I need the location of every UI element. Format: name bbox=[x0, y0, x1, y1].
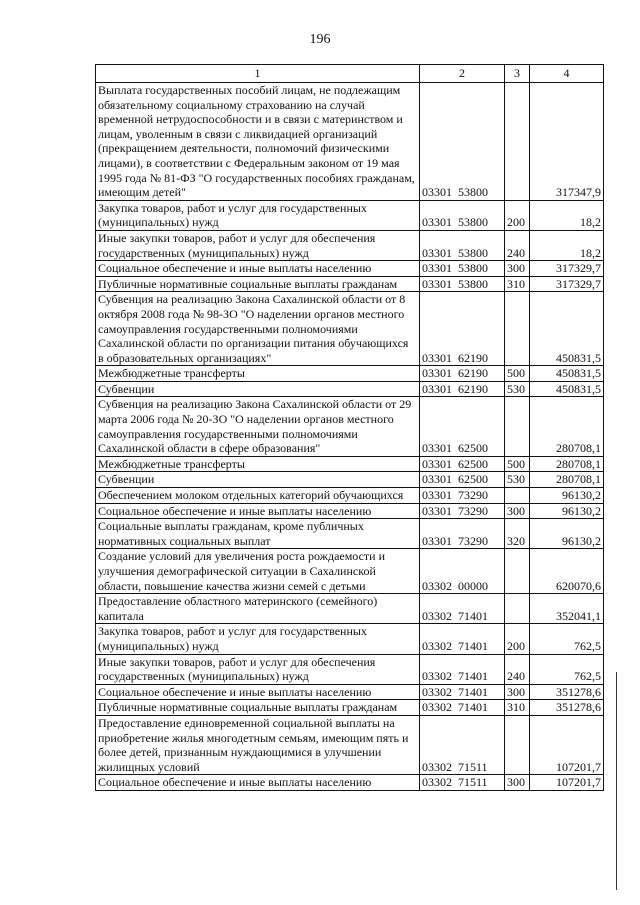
row-name: Иные закупки товаров, работ и услуг для обеспечения государственных (муниципальных) нужд bbox=[96, 654, 420, 684]
row-code-program: 03302 bbox=[422, 638, 452, 653]
row-code-program: 03302 bbox=[422, 775, 452, 790]
table-row bbox=[96, 276, 604, 292]
row-code-direction: 53800 bbox=[458, 261, 488, 276]
row-code-direction: 71511 bbox=[458, 759, 488, 774]
row-sum: 96130,2 bbox=[530, 519, 604, 549]
row-code-program: 03302 bbox=[422, 684, 452, 699]
row-name: Социальное обеспечение и иные выплаты населению bbox=[96, 261, 420, 277]
row-name: Обеспечением молоком отдельных категорий обучающихся bbox=[96, 488, 420, 504]
column-header: 1 bbox=[96, 65, 420, 83]
row-code-program: 03301 bbox=[422, 488, 452, 503]
row-expense-type: 200 bbox=[505, 624, 530, 654]
row-expense-type bbox=[505, 397, 530, 456]
row-sum: 762,5 bbox=[530, 624, 604, 654]
row-code-program: 03301 bbox=[422, 381, 452, 396]
row-name: Публичные нормативные социальные выплаты гражданам bbox=[96, 276, 420, 292]
table-row bbox=[96, 775, 604, 791]
row-sum: 317347,9 bbox=[530, 83, 604, 201]
row-expense-type bbox=[505, 715, 530, 774]
column-header: 3 bbox=[505, 65, 530, 83]
row-code bbox=[420, 488, 505, 504]
row-code-program: 03301 bbox=[422, 185, 452, 200]
table-row bbox=[96, 456, 604, 472]
row-code-program: 03301 bbox=[422, 215, 452, 230]
row-code-program: 03302 bbox=[422, 700, 452, 715]
row-expense-type: 530 bbox=[505, 381, 530, 397]
row-code-direction: 62190 bbox=[458, 366, 488, 381]
row-name: Предоставление единовременной социальной выплаты на приобретение жилья многодетным семьям, имеющим пять и более детей, признанным нуждающимися в улучшении жилищных условий bbox=[96, 715, 420, 774]
row-sum: 620070,6 bbox=[530, 549, 604, 594]
column-header-row bbox=[96, 65, 604, 83]
row-expense-type bbox=[505, 83, 530, 201]
row-expense-type bbox=[505, 594, 530, 624]
row-code-program: 03301 bbox=[422, 350, 452, 365]
row-code bbox=[420, 624, 505, 654]
row-sum: 351278,6 bbox=[530, 700, 604, 716]
row-code-program: 03302 bbox=[422, 608, 452, 623]
row-code bbox=[420, 503, 505, 519]
row-code-program: 03302 bbox=[422, 759, 452, 774]
row-sum: 96130,2 bbox=[530, 488, 604, 504]
row-name: Социальное обеспечение и иные выплаты населению bbox=[96, 684, 420, 700]
row-sum: 762,5 bbox=[530, 654, 604, 684]
row-code-program: 03301 bbox=[422, 276, 452, 291]
budget-table bbox=[95, 64, 604, 791]
table-row bbox=[96, 381, 604, 397]
row-code-program: 03301 bbox=[422, 456, 452, 471]
row-code-direction: 71401 bbox=[458, 700, 488, 715]
table-row bbox=[96, 472, 604, 488]
row-code-program: 03301 bbox=[422, 366, 452, 381]
row-expense-type: 300 bbox=[505, 503, 530, 519]
row-code bbox=[420, 775, 505, 791]
row-code bbox=[420, 472, 505, 488]
row-expense-type: 500 bbox=[505, 456, 530, 472]
table-row bbox=[96, 397, 604, 456]
row-sum: 450831,5 bbox=[530, 381, 604, 397]
row-code bbox=[420, 381, 505, 397]
table-row bbox=[96, 488, 604, 504]
row-code-program: 03301 bbox=[422, 533, 452, 548]
page-number: 196 bbox=[309, 32, 331, 47]
row-code-direction: 53800 bbox=[458, 215, 488, 230]
row-expense-type: 200 bbox=[505, 200, 530, 230]
row-code bbox=[420, 397, 505, 456]
row-sum: 317329,7 bbox=[530, 261, 604, 277]
row-code-program: 03301 bbox=[422, 472, 452, 487]
row-code-program: 03301 bbox=[422, 261, 452, 276]
row-code-direction: 73290 bbox=[458, 503, 488, 518]
row-code bbox=[420, 366, 505, 382]
row-expense-type: 530 bbox=[505, 472, 530, 488]
row-code bbox=[420, 549, 505, 594]
row-code-program: 03302 bbox=[422, 669, 452, 684]
table-row bbox=[96, 684, 604, 700]
row-code-direction: 62500 bbox=[458, 456, 488, 471]
row-code bbox=[420, 654, 505, 684]
row-code bbox=[420, 456, 505, 472]
row-code bbox=[420, 594, 505, 624]
row-code bbox=[420, 715, 505, 774]
row-code-direction: 71401 bbox=[458, 608, 488, 623]
row-sum: 107201,7 bbox=[530, 775, 604, 791]
row-code-direction: 53800 bbox=[458, 276, 488, 291]
table-row bbox=[96, 594, 604, 624]
row-code-direction: 53800 bbox=[458, 245, 488, 260]
row-code-direction: 71511 bbox=[458, 775, 488, 790]
row-expense-type: 240 bbox=[505, 230, 530, 260]
row-name: Социальное обеспечение и иные выплаты населению bbox=[96, 503, 420, 519]
row-expense-type: 300 bbox=[505, 684, 530, 700]
row-code-program: 03301 bbox=[422, 245, 452, 260]
row-code bbox=[420, 276, 505, 292]
row-sum: 18,2 bbox=[530, 200, 604, 230]
table-row bbox=[96, 503, 604, 519]
row-name: Социальные выплаты гражданам, кроме публичных нормативных социальных выплат bbox=[96, 519, 420, 549]
row-code-direction: 53800 bbox=[458, 185, 488, 200]
row-sum: 450831,5 bbox=[530, 366, 604, 382]
scan-edge-line bbox=[616, 672, 617, 890]
row-name: Межбюджетные трансферты bbox=[96, 366, 420, 382]
row-code bbox=[420, 700, 505, 716]
row-name: Межбюджетные трансферты bbox=[96, 456, 420, 472]
table-row bbox=[96, 654, 604, 684]
row-code bbox=[420, 261, 505, 277]
table-row bbox=[96, 366, 604, 382]
row-sum: 18,2 bbox=[530, 230, 604, 260]
row-code-direction: 71401 bbox=[458, 669, 488, 684]
row-name: Иные закупки товаров, работ и услуг для обеспечения государственных (муниципальных) нужд bbox=[96, 230, 420, 260]
row-code bbox=[420, 519, 505, 549]
table-row bbox=[96, 549, 604, 594]
table-row bbox=[96, 230, 604, 260]
row-sum: 450831,5 bbox=[530, 292, 604, 366]
table-row bbox=[96, 700, 604, 716]
row-code-program: 03301 bbox=[422, 503, 452, 518]
row-expense-type: 240 bbox=[505, 654, 530, 684]
row-sum: 352041,1 bbox=[530, 594, 604, 624]
row-sum: 280708,1 bbox=[530, 456, 604, 472]
row-name: Социальное обеспечение и иные выплаты населению bbox=[96, 775, 420, 791]
row-expense-type bbox=[505, 488, 530, 504]
row-code bbox=[420, 83, 505, 201]
row-sum: 351278,6 bbox=[530, 684, 604, 700]
row-code-direction: 73290 bbox=[458, 533, 488, 548]
row-expense-type: 320 bbox=[505, 519, 530, 549]
row-code-direction: 71401 bbox=[458, 684, 488, 699]
row-expense-type bbox=[505, 549, 530, 594]
row-code bbox=[420, 200, 505, 230]
row-name: Субвенции bbox=[96, 381, 420, 397]
row-expense-type: 300 bbox=[505, 775, 530, 791]
row-expense-type: 300 bbox=[505, 261, 530, 277]
row-name: Закупка товаров, работ и услуг для государственных (муниципальных) нужд bbox=[96, 624, 420, 654]
table-row bbox=[96, 83, 604, 201]
row-name: Субвенции bbox=[96, 472, 420, 488]
table-row bbox=[96, 715, 604, 774]
row-sum: 96130,2 bbox=[530, 503, 604, 519]
row-code bbox=[420, 292, 505, 366]
column-header: 2 bbox=[420, 65, 505, 83]
row-code-direction: 71401 bbox=[458, 638, 488, 653]
row-code bbox=[420, 684, 505, 700]
row-sum: 280708,1 bbox=[530, 472, 604, 488]
row-code-direction: 73290 bbox=[458, 488, 488, 503]
row-code-program: 03301 bbox=[422, 441, 452, 456]
row-code-direction: 62190 bbox=[458, 381, 488, 396]
row-code bbox=[420, 230, 505, 260]
table-body bbox=[96, 83, 604, 791]
row-name: Выплата государственных пособий лицам, не подлежащим обязательному социальному страхованию на случай временной нетрудоспособности и в связи с материнством и лицам, уволенным в связи с ликвидацией организаций (прекращением деятельности, полномочий физическими лицами), в соответствии с Федеральным законом от 19 мая 1995 года № 81-ФЗ "О государственных пособиях гражданам, имеющим детей" bbox=[96, 83, 420, 201]
table-row bbox=[96, 624, 604, 654]
row-name: Создание условий для увеличения роста рождаемости и улучшения демографической ситуации в Сахалинской области, повышение качества жизни семей с детьми bbox=[96, 549, 420, 594]
row-code-direction: 62500 bbox=[458, 472, 488, 487]
row-name: Субвенция на реализацию Закона Сахалинской области от 8 октября 2008 года № 98-ЗО "О наделении органов местного самоуправления государственными полномочиями Сахалинской области по организации питания обучающихся в образовательных организациях" bbox=[96, 292, 420, 366]
row-sum: 107201,7 bbox=[530, 715, 604, 774]
row-name: Закупка товаров, работ и услуг для государственных (муниципальных) нужд bbox=[96, 200, 420, 230]
table-row bbox=[96, 519, 604, 549]
table-row bbox=[96, 292, 604, 366]
row-name: Субвенция на реализацию Закона Сахалинской области от 29 марта 2006 года № 20-ЗО "О наделении органов местного самоуправления государственными полномочиями Сахалинской области в сфере образования" bbox=[96, 397, 420, 456]
row-expense-type: 310 bbox=[505, 276, 530, 292]
row-name: Предоставление областного материнского (семейного) капитала bbox=[96, 594, 420, 624]
row-code-direction: 00000 bbox=[458, 578, 488, 593]
row-code-direction: 62190 bbox=[458, 350, 488, 365]
row-code-direction: 62500 bbox=[458, 441, 488, 456]
row-sum: 317329,7 bbox=[530, 276, 604, 292]
table-row bbox=[96, 261, 604, 277]
row-expense-type: 500 bbox=[505, 366, 530, 382]
row-code-program: 03302 bbox=[422, 578, 452, 593]
row-expense-type: 310 bbox=[505, 700, 530, 716]
row-sum: 280708,1 bbox=[530, 397, 604, 456]
column-header: 4 bbox=[530, 65, 604, 83]
row-name: Публичные нормативные социальные выплаты гражданам bbox=[96, 700, 420, 716]
table-row bbox=[96, 200, 604, 230]
row-expense-type bbox=[505, 292, 530, 366]
